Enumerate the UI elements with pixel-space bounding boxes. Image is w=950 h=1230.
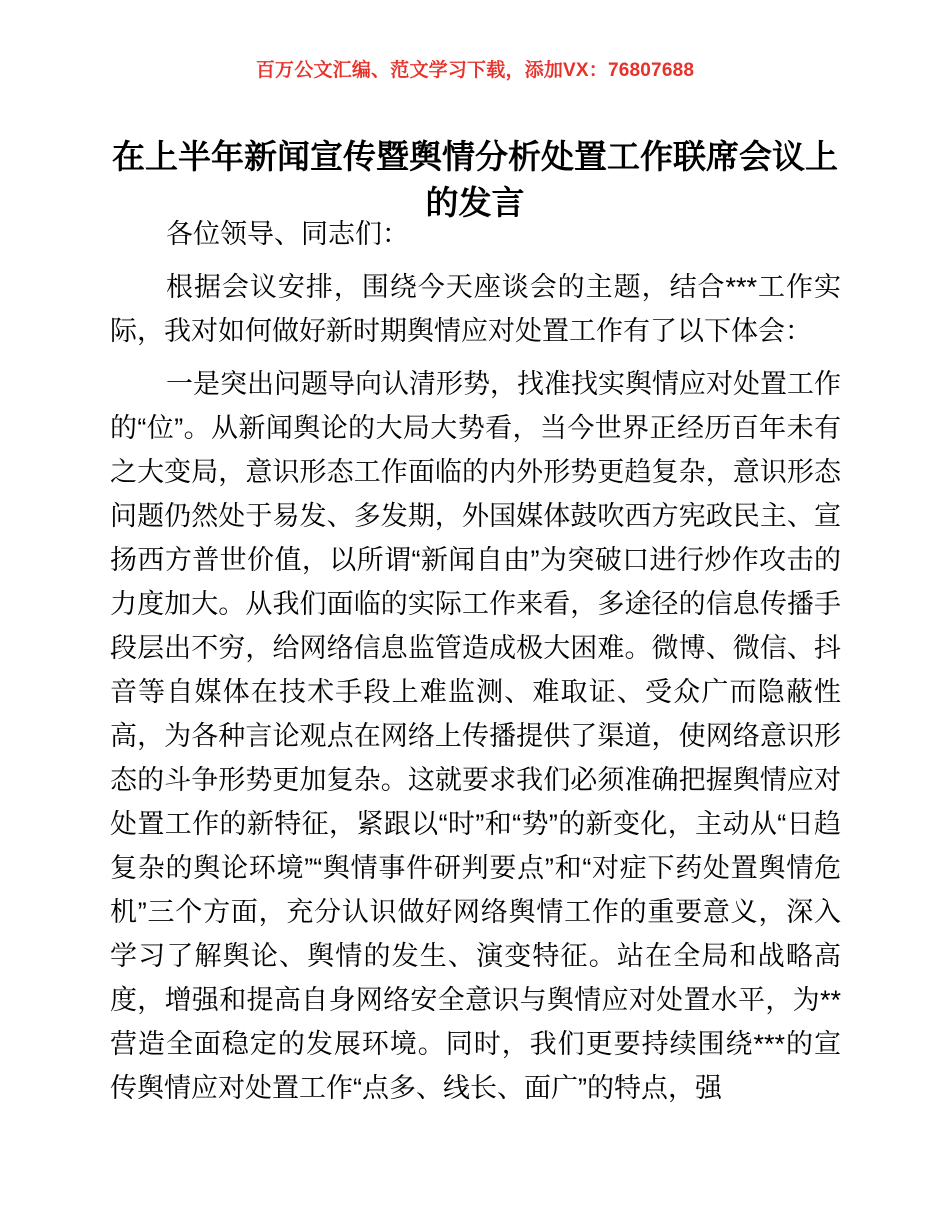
promo-header-text: 百万公文汇编、范文学习下载，添加VX：76807688	[255, 60, 695, 81]
document-title: 在上半年新闻宣传暨舆情分析处置工作联席会议上的发言	[112, 138, 838, 222]
document-body	[110, 212, 841, 1110]
paragraph-salutation: 各位领导、同志们：	[166, 219, 409, 249]
paragraph-point-one: 一是突出问题导向认清形势，找准找实舆情应对处置工作的“位”。从新闻舆论的大局大势看，当今世界正经历百年未有之大变局，意识形态工作面临的内外形势更趋复杂，意识形态问题仍然处于易发、多发期，外国媒体鼓吹西方宪政民主、宣扬西方普世价值，以所谓“新闻自由”为突破口进行炒作攻击的力度加大。从我们面临的实际工作来看，多途径的信息传播手段层出不穷，给网络信息监管造成极大困难。微博、微信、抖音等自媒体在技术手段上难监测、难取证、受众广而隐蔽性高，为各种言论观点在网络上传播提供了渠道，使网络意识形态的斗争形势更加复杂。这就要求我们必须准确把握舆情应对处置工作的新特征，紧跟以“时”和“势”的新变化，主动从“日趋复杂的舆论环境”“舆情事件研判要点”和“对症下药处置舆情危机”三个方面，充分认识做好网络舆情工作的重要意义，深入学习了解舆论、舆情的发生、演变特征。站在全局和战略高度，增强和提高自身网络安全意识与舆情应对处置水平，为**营造全面稳定的发展环境。同时，我们更要持续围绕***的宣传舆情应对处置工作“点多、线长、面广”的特点，强	[110, 369, 841, 1103]
paragraph-intro: 根据会议安排，围绕今天座谈会的主题，结合***工作实际，我对如何做好新时期舆情应对处置工作有了以下体会：	[110, 272, 841, 346]
